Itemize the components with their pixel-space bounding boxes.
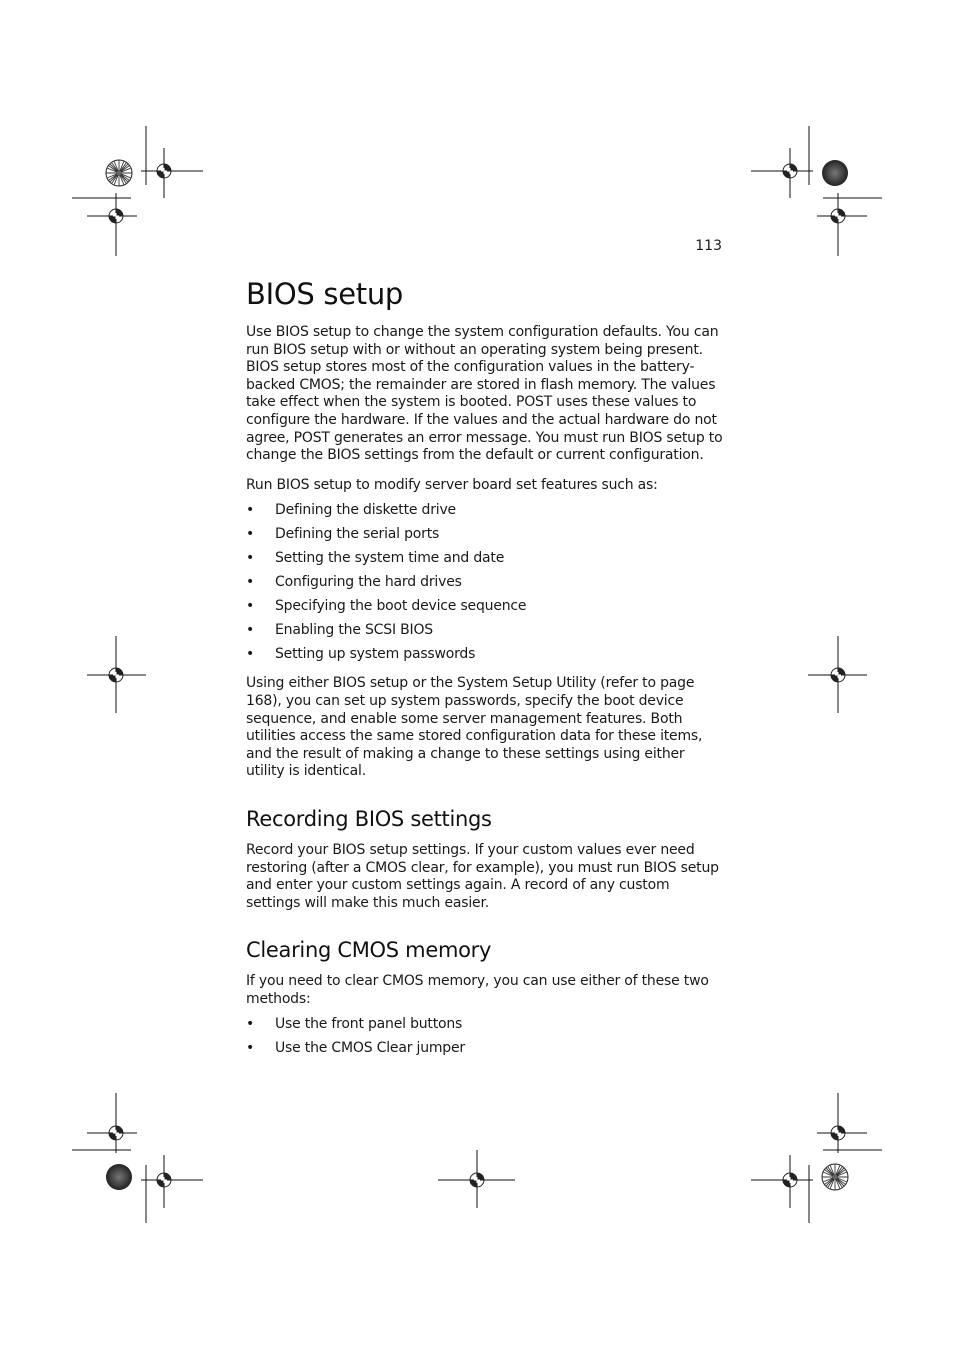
list-item: • Setting the system time and date [246, 550, 505, 567]
clearing-paragraph: If you need to clear CMOS memory, you can use either of these two methods: [246, 973, 709, 1007]
section-heading-recording: Recording BIOS settings [246, 806, 492, 831]
list-item: • Enabling the SCSI BIOS [246, 622, 433, 639]
page-content [246, 276, 726, 1064]
page-number: 113 [695, 238, 722, 254]
list-item: • Configuring the hard drives [246, 574, 462, 591]
star-mark-top-left [106, 160, 132, 186]
list-item: • Use the front panel buttons [246, 1016, 463, 1033]
list-item: • Defining the serial ports [246, 526, 440, 543]
utility-paragraph: Using either BIOS setup or the System Setup Utility (refer to page 168), you can set up system passwords, specify the boot device sequence, and enable some server management features. Both utilities access the same stored configuration data for these items, and the result of making a change to these settings using either utility is identical. [246, 675, 703, 780]
star-mark-bottom-right [822, 1164, 848, 1190]
dot-mark-top-right [822, 160, 848, 186]
list-item: • Defining the diskette drive [246, 502, 456, 519]
features-list [246, 502, 726, 670]
recording-paragraph: Record your BIOS setup settings. If your custom values ever need restoring (after a CMOS clear, for example), you must run BIOS setup and enter your custom settings again. A record of any custom settings will make this much easier. [246, 841, 719, 911]
section-heading-clearing: Clearing CMOS memory [246, 938, 492, 963]
page-title: BIOS setup [246, 277, 404, 311]
list-item: • Setting up system passwords [246, 646, 476, 663]
dot-mark-bottom-left [106, 1164, 132, 1190]
list-item: • Use the CMOS Clear jumper [246, 1040, 465, 1057]
features-intro: Run BIOS setup to modify server board set features such as: [246, 476, 658, 493]
list-item: • Specifying the boot device sequence [246, 598, 527, 615]
intro-paragraph: Use BIOS setup to change the system configuration defaults. You can run BIOS setup with or without an operating system being present. BIOS setup stores most of the configuration values in the battery-backed CMOS; the remainder are stored in flash memory. The values take effect when the system is booted. POST uses these values to configure the hardware. If the values and the actual hardware do not agree, POST generates an error message. You must run BIOS setup to change the BIOS settings from the default or current configuration. [246, 324, 723, 464]
clearing-methods-list [246, 1016, 726, 1064]
